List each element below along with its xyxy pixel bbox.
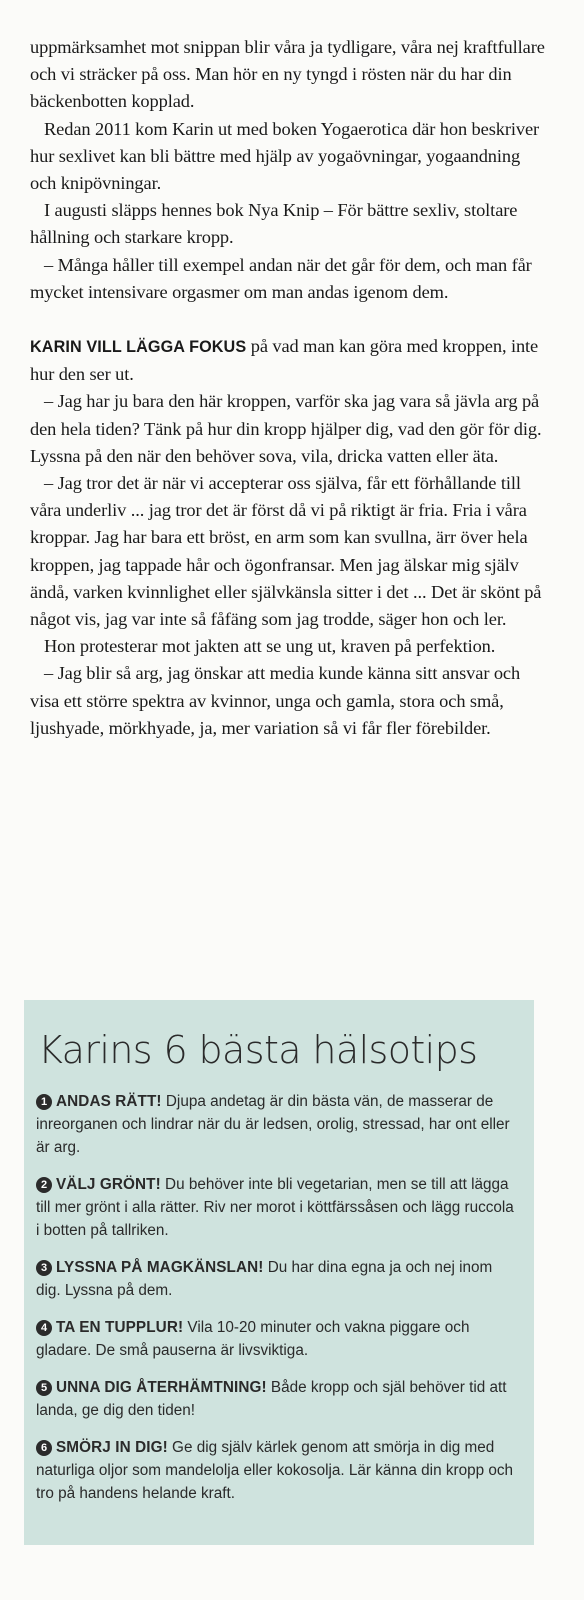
paragraph — [30, 116, 550, 198]
tips-list — [24, 1090, 534, 1505]
tip-item — [36, 1436, 518, 1505]
paragraph-text: I augusti släpps hennes bok Nya Knip – För bättre sexliv, stoltare hållning och starkare kropp. — [30, 200, 518, 248]
tip-text: Både kropp och själ behöver tid att landa, ge dig den tiden! — [36, 1379, 507, 1419]
tip-item — [36, 1256, 518, 1302]
tip-heading: ANDAS RÄTT! — [56, 1093, 162, 1110]
tip-number: 4 — [36, 1320, 52, 1336]
tip-heading: UNNA DIG ÅTERHÄMTNING! — [56, 1379, 267, 1396]
tip-number: 1 — [36, 1094, 52, 1110]
paragraph — [30, 470, 550, 633]
paragraph-text: Redan 2011 kom Karin ut med boken Yogaerotica där hon beskriver hur sexlivet kan bli bättre med hjälp av yogaövningar, yogaandning och knipövningar. — [30, 118, 540, 194]
paragraph-text: på vad man kan göra med kroppen, inte hur den ser ut. — [30, 336, 539, 385]
tip-heading: VÄLJ GRÖNT! — [56, 1176, 161, 1193]
tip-number: 6 — [36, 1440, 52, 1456]
article-body — [30, 34, 550, 742]
health-tips-box — [24, 1000, 534, 1545]
section-lead: KARIN VILL LÄGGA FOKUS — [30, 338, 247, 357]
tip-number: 5 — [36, 1380, 52, 1396]
tip-text: Du behöver inte bli vegetarian, men se till att lägga till mer grönt i alla rätter. Riv ner morot i köttfärssåsen och lägg ruccola i botten på tallriken. — [36, 1176, 514, 1239]
paragraph-text: Hon protesterar mot jakten att se ung ut, kraven på perfektion. — [44, 636, 496, 657]
paragraph — [30, 660, 550, 742]
tip-item — [36, 1173, 518, 1242]
tip-heading: SMÖRJ IN DIG! — [56, 1439, 168, 1456]
tip-text: Ge dig själv kärlek genom att smörja in dig med naturliga oljor som mandelolja eller kokosolja. Lär känna din kropp och tro på handens helande kraft. — [36, 1439, 514, 1502]
tip-heading: LYSSNA PÅ MAGKÄNSLAN! — [56, 1259, 264, 1276]
tip-number: 2 — [36, 1177, 52, 1193]
tip-number: 3 — [36, 1260, 52, 1276]
tip-text: Vila 10-20 minuter och vakna piggare och gladare. De små pauserna är livsviktiga. — [36, 1319, 470, 1359]
tip-item — [36, 1090, 518, 1159]
paragraph-text: – Många håller till exempel andan när det går för dem, och man får mycket intensivare orgasmer om man andas igenom dem. — [30, 254, 532, 302]
tip-item — [36, 1316, 518, 1362]
box-title: Karins 6 bästa hälsotips — [38, 1028, 478, 1072]
paragraph — [30, 252, 550, 306]
paragraph — [30, 333, 550, 388]
tip-heading: TA EN TUPPLUR! — [56, 1319, 184, 1336]
paragraph — [30, 633, 550, 660]
tip-text: Djupa andetag är din bästa vän, de masserar de inreorganen och lindrar när du är ledsen, orolig, stressad, har ont eller är arg. — [36, 1093, 510, 1156]
paragraph — [30, 388, 550, 470]
tip-item — [36, 1376, 518, 1422]
paragraph-text: – Jag tror det är när vi accepterar oss själva, får ett förhållande till våra underliv ... jag tror det är först då vi på riktigt är fria. Fria i våra kroppar. Jag har bara ett bröst, en arm som kan svullna, ärr över hela kroppen, jag tappade hår och ögonfransar. Men jag älskar mig själv ändå, varken kvinnlighet eller självkänsla sitter i det ... Det är skönt på något vis, jag var inte så fåfäng som jag trodde, säger hon och ler. — [30, 473, 542, 630]
paragraph — [30, 197, 550, 251]
paragraph — [30, 34, 550, 116]
paragraph-text: – Jag har ju bara den här kroppen, varför ska jag vara så jävla arg på den hela tiden? Tänk på hur din kropp hjälper dig, vad den gör för dig. Lyssna på den när den behöver sova, vila, dricka vatten eller äta. — [30, 391, 542, 466]
tip-text: Du har dina egna ja och nej inom dig. Lyssna på dem. — [36, 1259, 493, 1299]
paragraph-text: – Jag blir så arg, jag önskar att media kunde känna sitt ansvar och visa ett större spektra av kvinnor, unga och gamla, stora och små, ljushyade, mörkhyade, ja, mer variation så vi får fler förebilder. — [30, 663, 521, 738]
paragraph-text: uppmärksamhet mot snippan blir våra ja tydligare, våra nej kraftfullare och vi sträcker på oss. Man hör en ny tyngd i rösten när du har din bäckenbotten kopplad. — [30, 37, 545, 112]
